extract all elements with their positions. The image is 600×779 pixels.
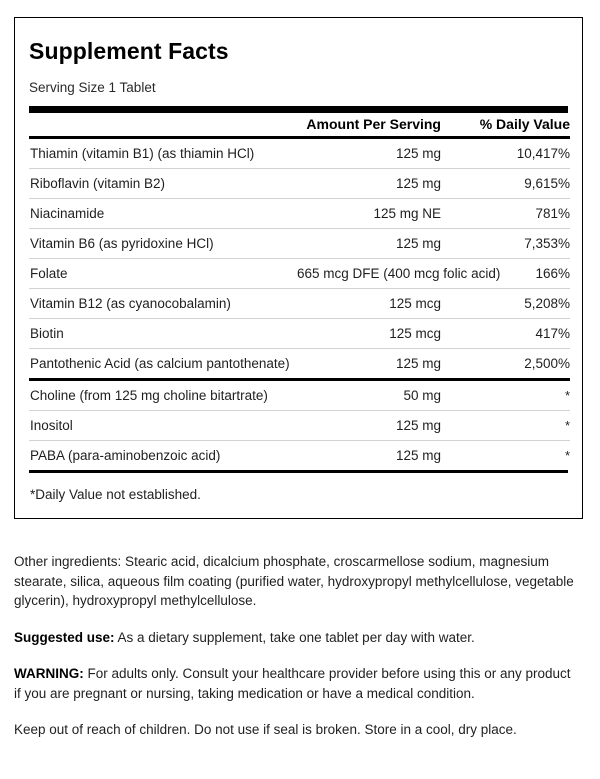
nutrient-amount: 125 mcg	[389, 295, 441, 311]
nutrient-amount: 125 mg	[395, 145, 441, 161]
nutrient-amount: 665 mcg DFE (400 mcg folic acid)	[297, 265, 501, 281]
nutrient-daily-value: *	[564, 417, 570, 433]
other-ingredients-text: Other ingredients: Stearic acid, dicalcium phosphate, croscarmellose sodium, magnesium stearate, silica, aqueous film coating (purified water, hydroxypropyl methylcellulose, vegetable glycerin), hydroxypropyl methylcellulose.	[14, 554, 574, 609]
serving-size: Serving Size 1 Tablet	[29, 80, 156, 96]
nutrient-daily-value: 5,208%	[524, 295, 570, 311]
nutrient-amount: 125 mg	[395, 175, 441, 191]
table-row	[29, 349, 570, 378]
nutrient-name: Vitamin B6 (as pyridoxine HCl)	[30, 235, 214, 251]
suggested-use-paragraph	[14, 628, 576, 648]
nutrient-daily-value: 2,500%	[524, 355, 570, 371]
table-row	[29, 411, 570, 440]
nutrient-name: Thiamin (vitamin B1) (as thiamin HCl)	[30, 145, 255, 161]
header-daily-value: % Daily Value	[479, 115, 570, 132]
nutrient-name: Choline (from 125 mg choline bitartrate)	[30, 387, 268, 403]
nutrient-table	[29, 113, 570, 470]
header-thick-rule	[29, 106, 568, 113]
nutrient-daily-value: 7,353%	[524, 235, 570, 251]
nutrient-name: Vitamin B12 (as cyanocobalamin)	[30, 295, 231, 311]
body-copy	[14, 552, 576, 740]
warning-text: For adults only. Consult your healthcare provider before using this or any product if you are pregnant or nursing, taking medication or have a medical condition.	[14, 666, 571, 701]
suggested-use-text: As a dietary supplement, take one tablet per day with water.	[114, 629, 475, 645]
nutrient-amount: 125 mcg	[389, 325, 441, 341]
panel-title: Supplement Facts	[29, 38, 229, 64]
table-row	[29, 199, 570, 228]
table-row	[29, 139, 570, 168]
nutrient-daily-value: *	[564, 447, 570, 463]
warning-paragraph	[14, 664, 576, 703]
header-amount-per-serving: Amount Per Serving	[306, 115, 441, 132]
nutrient-daily-value: 10,417%	[516, 145, 570, 161]
supplement-facts-panel	[14, 17, 583, 519]
nutrient-name: Inositol	[30, 417, 73, 433]
nutrient-name: Biotin	[30, 325, 64, 341]
nutrient-name: Pantothenic Acid (as calcium pantothenate)	[30, 355, 290, 371]
nutrient-amount: 125 mg	[395, 417, 441, 433]
table-row	[29, 229, 570, 258]
nutrient-daily-value: 9,615%	[524, 175, 570, 191]
suggested-use-label: Suggested use:	[14, 629, 115, 645]
table-row	[29, 319, 570, 348]
warning-label: WARNING:	[14, 666, 84, 682]
nutrient-daily-value: 781%	[535, 205, 570, 221]
table-row	[29, 169, 570, 198]
nutrient-amount: 125 mg	[395, 447, 441, 463]
nutrient-daily-value: *	[564, 387, 570, 403]
table-row	[29, 441, 570, 470]
nutrient-amount: 50 mg	[403, 387, 441, 403]
nutrient-daily-value: 166%	[535, 265, 570, 281]
footer-thick-rule	[29, 470, 568, 473]
nutrient-name: Niacinamide	[30, 205, 105, 221]
daily-value-footnote: *Daily Value not established.	[30, 486, 201, 502]
nutrient-name: Folate	[30, 265, 68, 281]
nutrient-amount: 125 mg	[395, 355, 441, 371]
table-header-row	[29, 113, 570, 136]
table-row	[29, 381, 570, 410]
table-row	[29, 289, 570, 318]
nutrient-daily-value: 417%	[535, 325, 570, 341]
nutrient-amount: 125 mg	[395, 235, 441, 251]
nutrient-name: Riboflavin (vitamin B2)	[30, 175, 166, 191]
nutrient-amount: 125 mg NE	[373, 205, 441, 221]
table-row	[29, 259, 570, 288]
nutrient-name: PABA (para-aminobenzoic acid)	[30, 447, 221, 463]
storage-text: Keep out of reach of children. Do not use if seal is broken. Store in a cool, dry place.	[14, 722, 517, 738]
